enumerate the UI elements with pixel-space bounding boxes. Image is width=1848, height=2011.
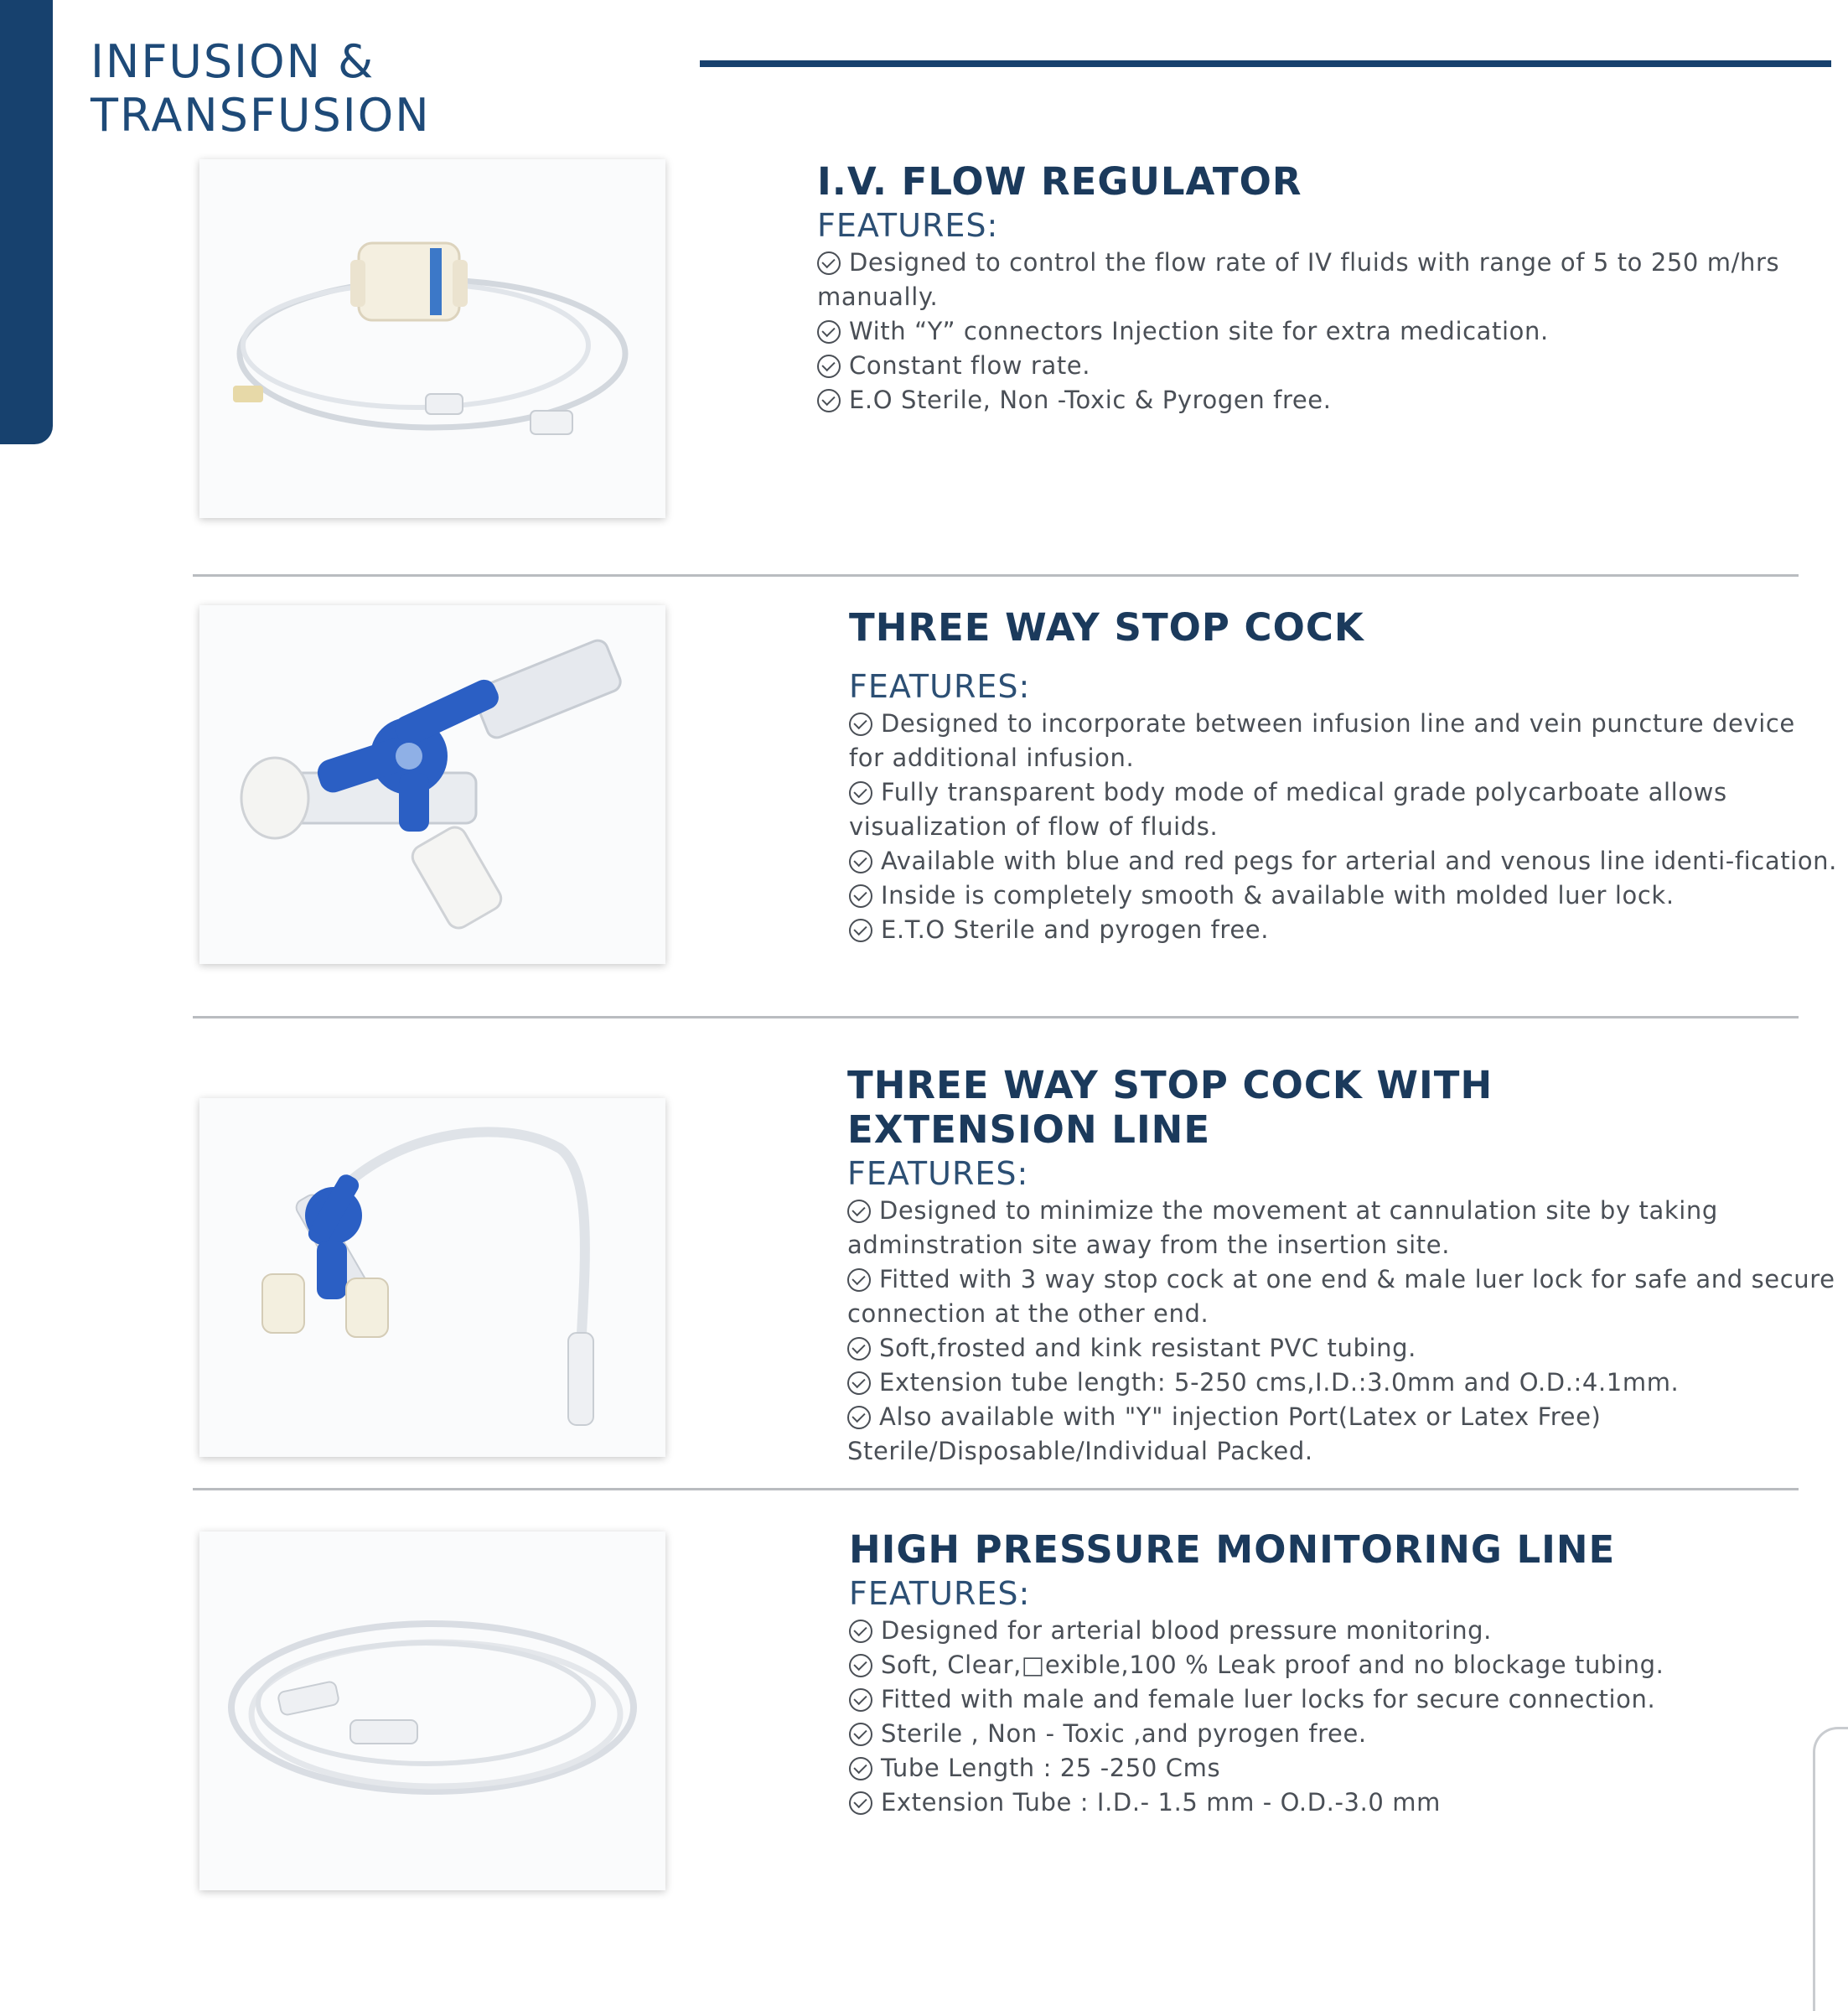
feature-item: Designed to control the flow rate of IV fluids with range of 5 to 250 m/hrs manually. — [817, 248, 1780, 311]
product-title: THREE WAY STOP COCK WITH EXTENSION LINE — [847, 1063, 1493, 1152]
feature-item: Also available with "Y" injection Port(Latex or Latex Free) Sterile/Disposable/Individual Packed. — [847, 1402, 1602, 1465]
feature-item: Sterile , Non - Toxic ,and pyrogen free. — [849, 1717, 1838, 1751]
product-info — [849, 605, 1838, 947]
pressure-monitoring-line-photo — [199, 1532, 665, 1890]
feature-item: E.T.O Sterile and pyrogen free. — [849, 913, 1838, 947]
feature-list — [847, 1194, 1836, 1469]
three-way-stop-cock-photo — [199, 605, 665, 964]
features-heading: FEATURES: — [849, 668, 1031, 705]
check-circle-icon — [847, 1406, 871, 1429]
product-title: I.V. FLOW REGULATOR — [817, 159, 1302, 204]
features-heading: FEATURES: — [847, 1155, 1029, 1192]
feature-item: With “Y” connectors Injection site for extra medication. — [817, 314, 1806, 349]
iv-flow-regulator-photo — [199, 159, 665, 518]
check-circle-icon — [817, 355, 841, 378]
feature-item: Soft,frosted and kink resistant PVC tubing. — [847, 1331, 1836, 1366]
feature-item: Fitted with male and female luer locks for secure connection. — [849, 1682, 1838, 1717]
check-circle-icon — [849, 781, 872, 805]
title-rule — [700, 60, 1831, 67]
feature-item: Fitted with 3 way stop cock at one end & male luer lock for safe and secure connection at the other end. — [847, 1265, 1835, 1328]
feature-item: Tube Length : 25 -250 Cms — [849, 1751, 1838, 1786]
check-circle-icon — [849, 1688, 872, 1712]
check-circle-icon — [817, 251, 841, 275]
product-photo — [199, 1098, 665, 1457]
check-circle-icon — [849, 1654, 872, 1677]
feature-item: Extension Tube : I.D.- 1.5 mm - O.D.-3.0 mm — [849, 1786, 1838, 1820]
product-photo — [199, 1532, 665, 1890]
feature-item: Designed for arterial blood pressure monitoring. — [849, 1614, 1838, 1648]
product-info — [849, 1527, 1838, 1820]
check-circle-icon — [849, 850, 872, 873]
feature-item: Available with blue and red pegs for arterial and venous line identi-fication. — [849, 844, 1838, 879]
check-circle-icon — [817, 320, 841, 344]
section-divider — [193, 1016, 1799, 1018]
check-circle-icon — [849, 1723, 872, 1746]
check-circle-icon — [849, 1620, 872, 1643]
feature-list — [849, 707, 1838, 947]
feature-item: Fully transparent body mode of medical grade polycarboate allows visualization of flow of fluids. — [849, 778, 1727, 841]
product-photo — [199, 159, 665, 518]
stop-cock-extension-line-photo — [199, 1098, 665, 1457]
check-circle-icon — [847, 1371, 871, 1395]
page-title: INFUSION & TRANSFUSION — [91, 35, 431, 142]
side-tab-accent — [0, 0, 53, 444]
product-title: HIGH PRESSURE MONITORING LINE — [849, 1527, 1616, 1572]
check-circle-icon — [847, 1337, 871, 1361]
feature-item: Inside is completely smooth & available with molded luer lock. — [849, 879, 1838, 913]
feature-item: Designed to incorporate between infusion line and vein puncture device for additional infusion. — [849, 709, 1795, 772]
check-circle-icon — [817, 389, 841, 412]
section-divider — [193, 1488, 1799, 1490]
feature-item: Extension tube length: 5-250 cms,I.D.:3.0mm and O.D.:4.1mm. — [847, 1366, 1836, 1400]
feature-item: Soft, Clear,□exible,100 % Leak proof and no blockage tubing. — [849, 1648, 1838, 1682]
feature-item: Designed to minimize the movement at cannulation site by taking adminstration site away from the insertion site. — [847, 1196, 1718, 1259]
product-photo — [199, 605, 665, 964]
features-heading: FEATURES: — [849, 1575, 1031, 1612]
product-title: THREE WAY STOP COCK — [849, 605, 1364, 650]
section-divider — [193, 574, 1799, 577]
check-circle-icon — [847, 1200, 871, 1223]
check-circle-icon — [849, 1757, 872, 1780]
product-info — [817, 159, 1806, 417]
features-heading: FEATURES: — [817, 207, 999, 244]
product-info — [847, 1063, 1836, 1469]
feature-list — [817, 246, 1806, 417]
check-circle-icon — [849, 713, 872, 736]
feature-item: E.O Sterile, Non -Toxic & Pyrogen free. — [817, 383, 1806, 417]
check-circle-icon — [849, 884, 872, 908]
check-circle-icon — [849, 1791, 872, 1815]
feature-item: Constant flow rate. — [817, 349, 1806, 383]
feature-list — [849, 1614, 1838, 1820]
check-circle-icon — [847, 1268, 871, 1292]
check-circle-icon — [849, 919, 872, 942]
page-curl-edge — [1813, 1727, 1848, 2011]
